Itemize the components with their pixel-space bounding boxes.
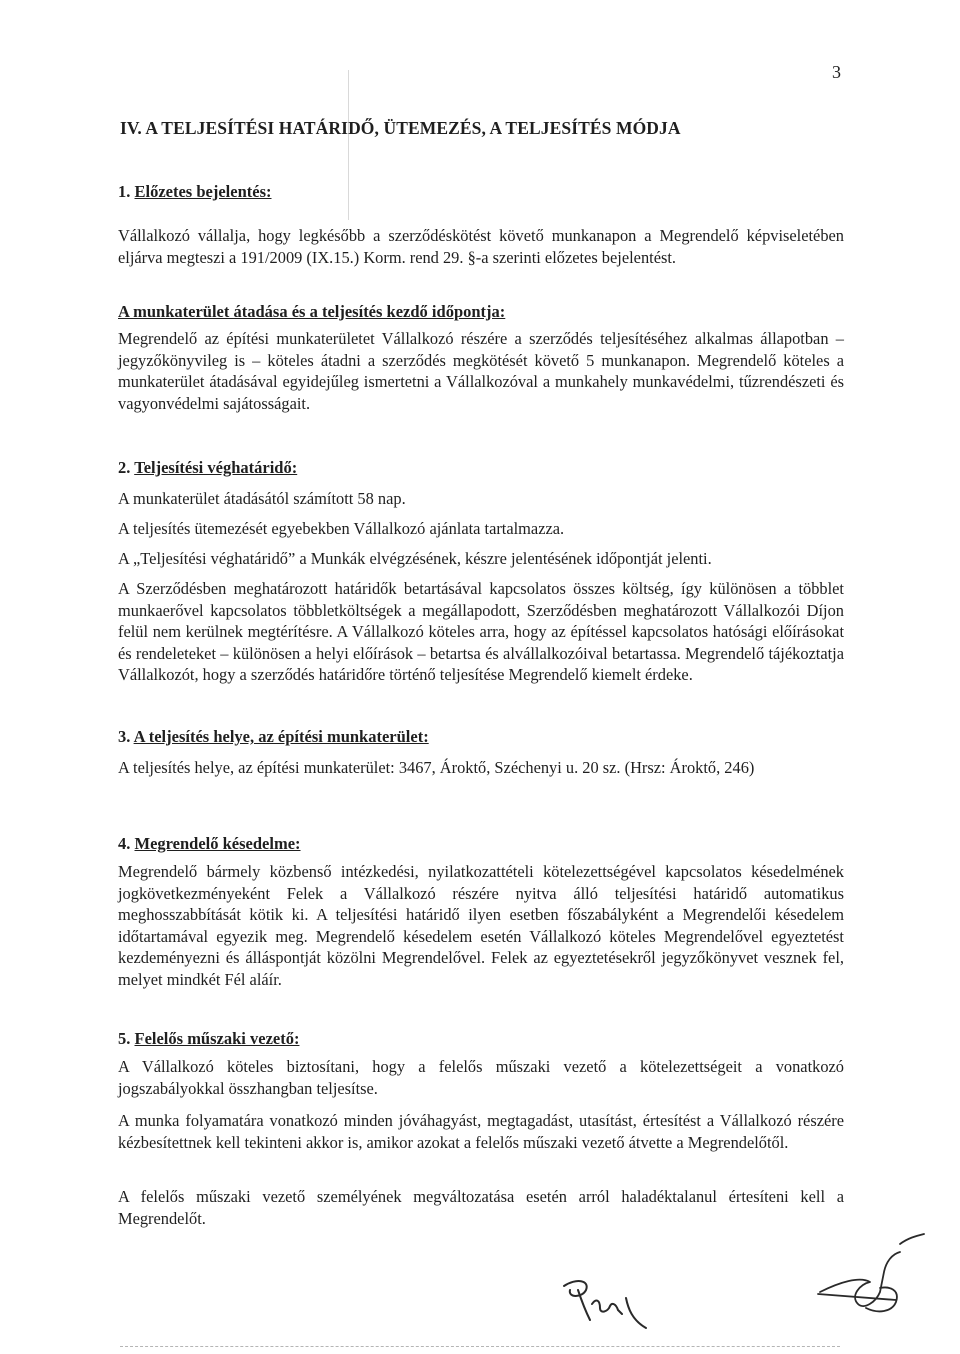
section-2-heading (118, 458, 297, 478)
signature-left-icon (556, 1268, 666, 1338)
section-1-paragraph-2: Megrendelő az építési munkaterületet Vállalkozó részére a szerződés teljesítéséhez alkalmas állapotban – jegyzőkönyvileg is – köteles átadni a szerződés megkötését követő 5 munkanapon. Megrendelő köteles a munkaterület átadásával egyidejűleg ismertetni a Vállalkozóval a munkahely munkavédelmi, tűzrendészeti és vagyonvédelmi sajátosságait. (118, 329, 844, 413)
section-2-line-3: A „Teljesítési véghatáridő” a Munkák elvégzésének, készre jelentésének időpontját jelenti. (118, 549, 712, 568)
section-1-number: 1. (118, 182, 131, 201)
section-5-number: 5. (118, 1029, 131, 1048)
section-2-title: Teljesítési véghatáridő: (134, 458, 298, 477)
section-1-heading (118, 182, 272, 202)
section-5-paragraph-2: A munka folyamatára vonatkozó minden jóváhagyást, megtagadást, utasítást, értesítést a Vállalkozó részére kézbesítettnek kell tekinteni akkor is, amikor azokat a felelős műszaki vezető átvette a Megrendelőtől. (118, 1111, 844, 1152)
section-2-line-2: A teljesítés ütemezését egyebekben Vállalkozó ajánlata tartalmazza. (118, 519, 565, 538)
section-5-title: Felelős műszaki vezető: (134, 1029, 300, 1048)
section-3-heading (118, 727, 429, 747)
section-4-heading (118, 834, 301, 854)
section-4-title: Megrendelő késedelme: (134, 834, 301, 853)
section-1-title: Előzetes bejelentés: (134, 182, 272, 201)
scan-artifact-line (348, 70, 349, 220)
section-2-paragraph: A Szerződésben meghatározott határidők betartásával kapcsolatos összes költség, így különösen a többlet munkaerővel kapcsolatos többletköltségek a megállapodott, Szerződésben meghatározott Vállalkozói Díjon felül nem kerülnek megtérítésre. A Vállalkozó köteles arra, hogy az építéssel kapcsolatos hatósági előírásokat és rendeleteket – különösen a helyi előírások – betartsa és alvállalkozóival betartassa. Megrendelő tájékoztatja Vállalkozót, hogy a szerződés határidőre történő teljesítése Megrendelő kiemelt érdeke. (118, 579, 844, 685)
section-5-paragraph-3: A felelős műszaki vezető személyének megváltozatása esetén arról haladéktalanul értesíteni kell a Megrendelőt. (118, 1187, 844, 1228)
section-2-line-1: A munkaterület átadásától számított 58 nap. (118, 489, 406, 508)
section-3-paragraph: A teljesítés helye, az építési munkaterület: 3467, Ároktő, Széchenyi u. 20 sz. (Hrsz: Ároktő, 246) (118, 758, 755, 777)
scan-bottom-edge (120, 1346, 840, 1348)
section-1-paragraph-1: Vállalkozó vállalja, hogy legkésőbb a szerződéskötést követő munkanapon a Megrendelő képviseletében eljárva megteszi a 191/2009 (IX.15.) Korm. rend 29. §-a szerinti előzetes bejelentést. (118, 226, 844, 267)
section-1-subheading: A munkaterület átadása és a teljesítés kezdő időpontja: (118, 302, 506, 321)
page-number: 3 (832, 62, 841, 82)
section-4-paragraph: Megrendelő bármely közbenső intézkedési, nyilatkozattételi kötelezettségével kapcsolatos késedelmének jogkövetkezményeként Felek a Vállalkozó részére nyitva álló teljesítési határidő automatikus meghosszabbítását kötik ki. A teljesítési határidő ilyen esetben főszabályként a Megrendelői késedelem időtartamával egyezik meg. Megrendelő késedelem esetén Vállalkozó köteles Megrendelővel egyeztetést kezdeményezni és álláspontját közölni Megrendelővel. Felek az egyeztetésekről jegyzőkönyvet vesznek fel, melyet mindkét Fél aláír. (118, 862, 844, 989)
section-3-number: 3. (118, 727, 131, 746)
signature-right-icon (800, 1222, 930, 1332)
section-5-paragraph-1: A Vállalkozó köteles biztosítani, hogy a felelős műszaki vezető a kötelezettségeit a vonatkozó jogszabályokkal összhangban teljesítse. (118, 1057, 844, 1098)
section-2-number: 2. (118, 458, 131, 477)
section-5-heading (118, 1029, 299, 1049)
section-3-title: A teljesítés helye, az építési munkaterület: (133, 727, 429, 746)
section-4-number: 4. (118, 834, 131, 853)
chapter-title: IV. A TELJESÍTÉSI HATÁRIDŐ, ÜTEMEZÉS, A TELJESÍTÉS MÓDJA (120, 118, 681, 138)
